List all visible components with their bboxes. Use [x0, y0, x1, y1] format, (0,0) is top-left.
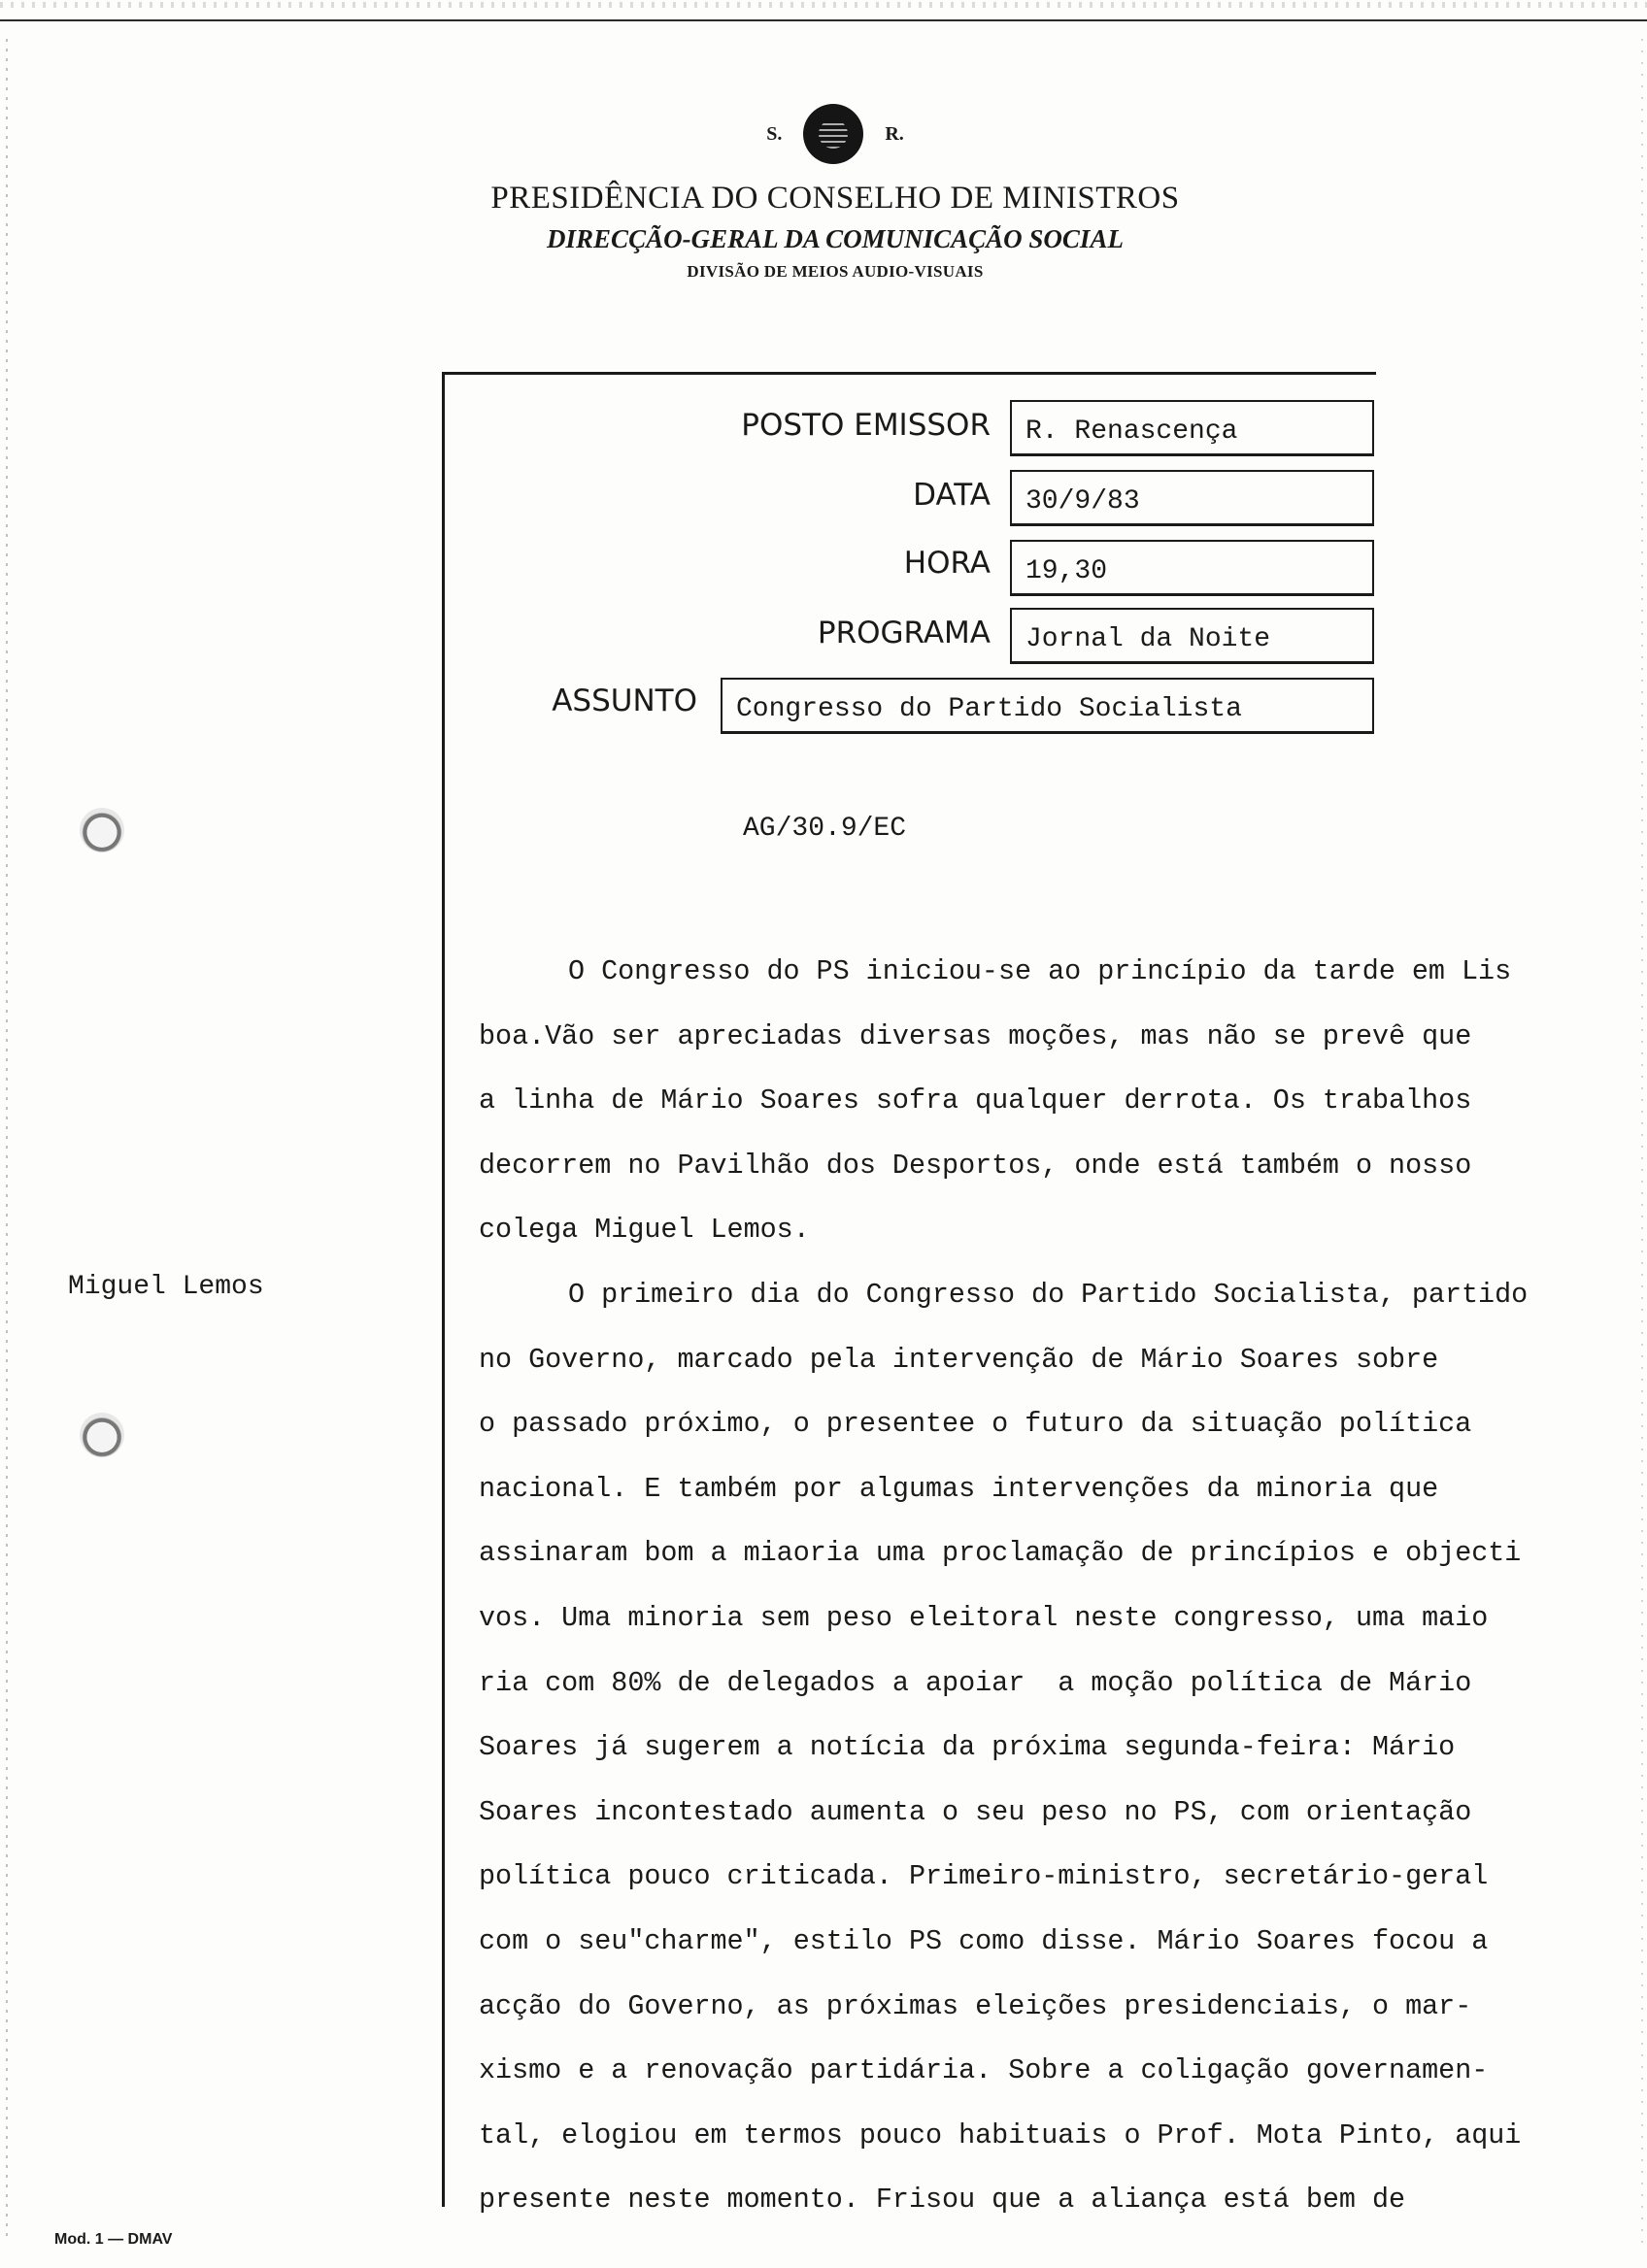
posto-emissor-label: POSTO EMISSOR: [741, 408, 991, 443]
body-line: ria com 80% de delegados a apoiar a moção política de Mário: [479, 1666, 1472, 1699]
body-line: xismo e a renovação partidária. Sobre a coligação governamen-: [479, 2054, 1489, 2087]
seal-right-letter: R.: [885, 122, 904, 145]
assunto-field: Congresso do Partido Socialista: [721, 678, 1374, 734]
programa-label: PROGRAMA: [817, 616, 991, 650]
body-line: boa.Vão ser apreciadas diversas moções, mas não se prevê que: [479, 1019, 1472, 1052]
body-line: assinaram bom a miaoria uma proclamação de princípios e objecti: [479, 1537, 1522, 1570]
scan-speckle: [0, 2, 1647, 8]
body-line: tal, elogiou em termos pouco habituais o Prof. Mota Pinto, aqui: [479, 2118, 1522, 2151]
body-line: vos. Uma minoria sem peso eleitoral neste congresso, uma maio: [479, 1601, 1489, 1634]
assunto-label: ASSUNTO: [552, 684, 697, 718]
seal-row: [408, 97, 1262, 171]
reference-code: AG/30.9/EC: [743, 814, 907, 844]
division-title: DIVISÃO DE MEIOS AUDIO-VISUAIS: [687, 262, 984, 281]
body-line: O Congresso do PS iniciou-se ao princípio da tarde em Lis: [568, 955, 1512, 987]
posto-emissor-field: R. Renascença: [1010, 400, 1374, 456]
body-line: colega Miguel Lemos.: [479, 1214, 810, 1247]
ministry-title: PRESIDÊNCIA DO CONSELHO DE MINISTROS: [490, 181, 1180, 216]
body-line: o passado próximo, o presentee o futuro da situação política: [479, 1408, 1472, 1441]
transcript-body: [479, 940, 1620, 2233]
body-line: decorrem no Pavilhão dos Desportos, onde está também o nosso: [479, 1149, 1472, 1182]
directorate-title: DIRECÇÃO-GERAL DA COMUNICAÇÃO SOCIAL: [547, 224, 1124, 253]
punch-hole-lower: [80, 1413, 124, 1457]
body-line: Soares incontestado aumenta o seu peso no PS, com orientação: [479, 1795, 1472, 1828]
body-line: com o seu"charme", estilo PS como disse. Mário Soares focou a: [479, 1924, 1489, 1957]
body-line: O primeiro dia do Congresso do Partido Socialista, partido: [568, 1278, 1529, 1311]
body-line: política pouco criticada. Primeiro-ministro, secretário-geral: [479, 1860, 1489, 1893]
letterhead: [408, 97, 1262, 282]
body-line: presente neste momento. Frisou que a aliança está bem de: [479, 2184, 1406, 2217]
body-line: no Governo, marcado pela intervenção de Mário Soares sobre: [479, 1343, 1439, 1376]
coat-of-arms-icon: [803, 104, 863, 164]
hora-label: HORA: [903, 546, 991, 581]
punch-hole-upper: [80, 808, 124, 852]
body-line: Soares já sugerem a notícia da próxima segunda-feira: Mário: [479, 1731, 1456, 1764]
left-edge-dots: [6, 39, 8, 2243]
data-label: DATA: [913, 478, 991, 513]
body-line: nacional. E também por algumas intervenções da minoria que: [479, 1472, 1439, 1505]
margin-rule: [442, 372, 445, 2207]
data-field: 30/9/83: [1010, 470, 1374, 526]
form-model-footer: Mod. 1 — DMAV: [54, 2231, 173, 2248]
body-line: acção do Governo, as próximas eleições presidenciais, o mar-: [479, 1989, 1472, 2022]
seal-left-letter: S.: [766, 122, 783, 145]
body-line: a linha de Mário Soares sofra qualquer derrota. Os trabalhos: [479, 1084, 1472, 1117]
hora-field: 19,30: [1010, 540, 1374, 596]
margin-note: Miguel Lemos: [68, 1272, 264, 1302]
top-rule: [0, 19, 1647, 21]
right-edge-dots: [1641, 39, 1643, 2243]
form-top-rule: [442, 372, 1376, 375]
programa-field: Jornal da Noite: [1010, 608, 1374, 664]
